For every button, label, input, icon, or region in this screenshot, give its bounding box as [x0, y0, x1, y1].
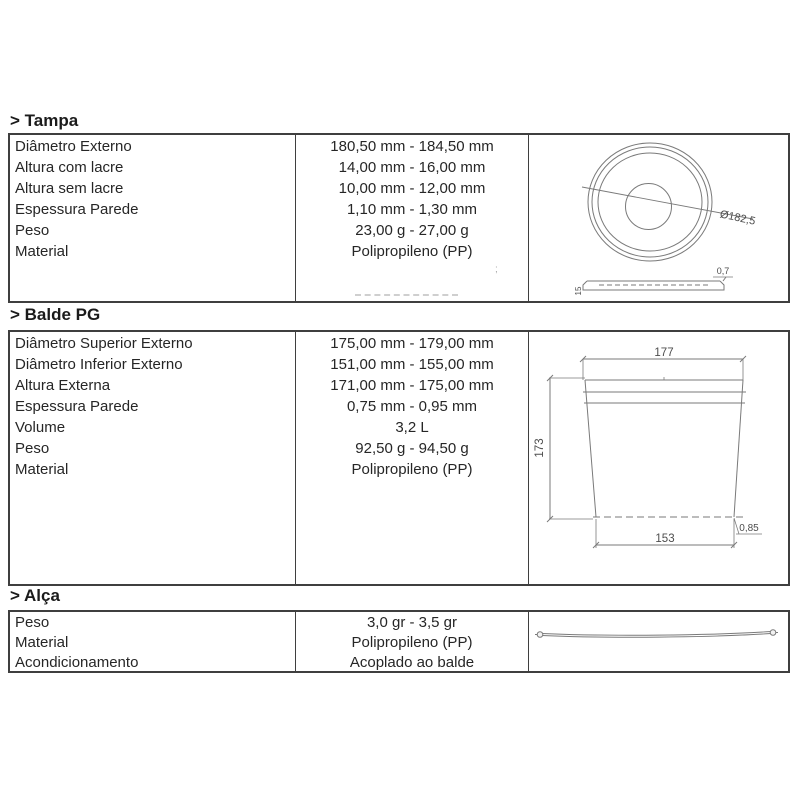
row-value: Polipropileno (PP) [351, 634, 473, 651]
handle-outline [535, 630, 778, 638]
bucket-outline [547, 356, 762, 548]
row-value: 180,50 mm - 184,50 mm [330, 138, 494, 155]
row-label: Peso [15, 222, 50, 239]
row-value: 10,00 mm - 12,00 mm [338, 180, 486, 197]
alca-label-column [10, 612, 295, 671]
row-label: Diâmetro Externo [15, 138, 132, 155]
row-label: Volume [15, 419, 66, 436]
bucket-bottom-diameter-label: 153 [655, 533, 675, 545]
bucket-technical-drawing [529, 332, 788, 584]
row-value: 23,00 g - 27,00 g [355, 222, 469, 239]
row-label: Acondicionamento [15, 654, 139, 671]
bucket-height-label: 173 [534, 438, 546, 458]
row-label: Diâmetro Superior Externo [15, 335, 193, 352]
row-label: Material [15, 634, 69, 651]
row-value: 151,00 mm - 155,00 mm [330, 356, 494, 373]
row-value: 175,00 mm - 179,00 mm [330, 335, 494, 352]
lid-top-view [582, 143, 753, 261]
lid-profile-thickness-label: 0,7 [716, 266, 730, 276]
lid-profile-view [583, 277, 733, 290]
lid-technical-drawing [529, 135, 788, 301]
balde-value-column [295, 332, 529, 584]
row-value: Polipropileno (PP) [351, 461, 473, 478]
row-label: Espessura Parede [15, 201, 139, 218]
balde-spec-table [8, 330, 790, 586]
row-label: Espessura Parede [15, 398, 139, 415]
bucket-wall-thickness-label: 0,85 [739, 523, 759, 534]
row-value: Polipropileno (PP) [351, 243, 473, 260]
tampa-spec-table [8, 133, 790, 303]
tampa-value-column [295, 135, 529, 301]
row-value: 0,75 mm - 0,95 mm [346, 398, 478, 415]
row-label: Diâmetro Inferior Externo [15, 356, 183, 373]
row-value: 171,00 mm - 175,00 mm [330, 377, 494, 394]
row-value: Acoplado ao balde [349, 654, 475, 671]
alca-value-column [295, 612, 529, 671]
row-label: Altura com lacre [15, 159, 124, 176]
balde-drawing-cell [529, 332, 788, 584]
section-title-alca: > Alça [10, 586, 60, 605]
balde-label-column [10, 332, 295, 584]
row-label: Peso [15, 614, 50, 631]
section-title-balde: > Balde PG [10, 305, 101, 324]
section-title-tampa: > Tampa [10, 111, 79, 130]
tampa-label-column [10, 135, 295, 301]
row-value: 92,50 g - 94,50 g [355, 440, 469, 457]
row-label: Material [15, 461, 69, 478]
alca-spec-table [8, 610, 790, 673]
ghost-watermark-dashes [355, 294, 458, 296]
row-label: Peso [15, 440, 50, 457]
row-value: 1,10 mm - 1,30 mm [346, 201, 478, 218]
lid-profile-height-label: 15 [574, 286, 583, 296]
lid-diameter-label: Ø182,5 [718, 208, 757, 228]
row-value: 3,0 gr - 3,5 gr [366, 614, 458, 631]
row-label: Altura sem lacre [15, 180, 124, 197]
row-label: Altura Externa [15, 377, 111, 394]
handle-technical-drawing [529, 612, 788, 671]
alca-drawing-cell [529, 612, 788, 671]
row-label: Material [15, 243, 69, 260]
ghost-mark: ; [495, 264, 498, 275]
row-value: 14,00 mm - 16,00 mm [338, 159, 486, 176]
row-value: 3,2 L [395, 419, 429, 436]
tampa-drawing-cell [529, 135, 788, 301]
bucket-top-diameter-label: 177 [654, 347, 674, 359]
